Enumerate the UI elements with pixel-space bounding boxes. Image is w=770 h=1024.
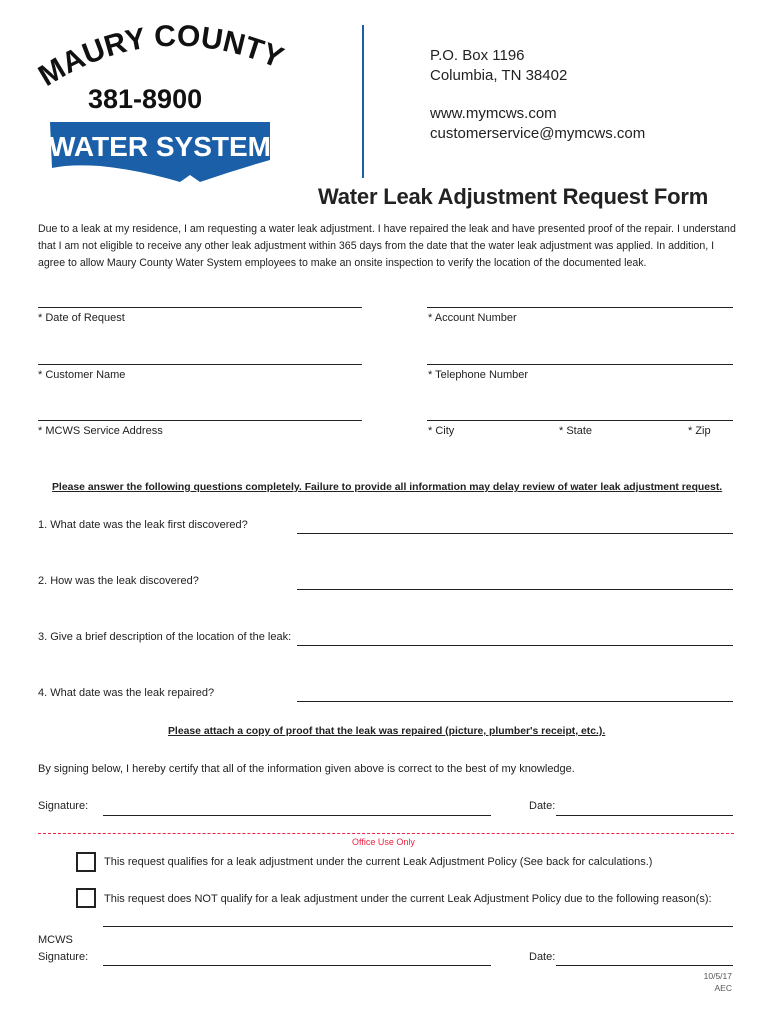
qualifies-text: This request qualifies for a leak adjustment under the current Leak Adjustment Policy (See back for calculations.)	[104, 856, 653, 868]
logo	[30, 20, 300, 190]
qualifies-checkbox[interactable]	[76, 852, 96, 872]
footer-initials: AEC	[714, 983, 732, 993]
question-1-answer-line[interactable]	[297, 533, 733, 534]
date-line[interactable]	[556, 815, 733, 816]
not-qualify-checkbox[interactable]	[76, 888, 96, 908]
form-title: Water Leak Adjustment Request Form	[318, 184, 709, 209]
po-box: P.O. Box 1196	[430, 47, 525, 64]
question-2: 2. How was the leak discovered?	[38, 575, 199, 587]
customer-name-line[interactable]	[38, 364, 362, 365]
date-of-request-line[interactable]	[38, 307, 362, 308]
signature-line[interactable]	[103, 815, 491, 816]
logo-system-text: WATER SYSTEM	[49, 131, 271, 162]
service-address-line[interactable]	[38, 420, 362, 421]
question-4: 4. What date was the leak repaired?	[38, 687, 215, 699]
mcws-date-line[interactable]	[556, 965, 733, 966]
reason-line[interactable]	[103, 926, 733, 927]
question-2-answer-line[interactable]	[297, 589, 733, 590]
date-label: Date:	[529, 800, 556, 812]
state-label: * State	[559, 425, 593, 437]
mcws-signature-line[interactable]	[103, 965, 491, 966]
question-3: 3. Give a brief description of the location of the leak:	[38, 631, 292, 643]
office-use-label: Office Use Only	[352, 837, 415, 847]
zip-label: * Zip	[688, 425, 711, 437]
office-use-divider	[38, 833, 734, 834]
logo-name-text: MAURY COUNTY	[32, 20, 288, 93]
question-4-answer-line[interactable]	[297, 701, 733, 702]
city-state-zip-line[interactable]	[427, 420, 733, 421]
intro-paragraph: Due to a leak at my residence, I am requesting a water leak adjustment. I have repaired the leak and have presented proof of the repair. I understand that I am not eligible to receive any other leak adjustment within 365 days from the date that the water leak adjustment was applied. In addition, I agree to allow Maury County Water System employees to make an onsite inspection to verify the location of the documented leak.	[38, 223, 736, 269]
date-of-request-label: * Date of Request	[38, 312, 125, 324]
question-3-answer-line[interactable]	[297, 645, 733, 646]
email-link[interactable]: customerservice@mymcws.com	[430, 125, 646, 142]
customer-name-label: * Customer Name	[38, 369, 126, 381]
water-system-logo	[30, 20, 300, 190]
account-number-line[interactable]	[427, 307, 733, 308]
service-address-label: * MCWS Service Address	[38, 425, 163, 437]
mcws-date-label: Date:	[529, 951, 556, 963]
logo-phone-text: 381-8900	[88, 84, 203, 114]
not-qualify-text: This request does NOT qualify for a leak adjustment under the current Leak Adjustment Policy due to the following reason(s):	[104, 893, 712, 905]
questions-note: Please answer the following questions completely. Failure to provide all information may delay review of water leak adjustment request.	[52, 482, 723, 493]
city-label: * City	[428, 425, 455, 437]
telephone-number-label: * Telephone Number	[428, 369, 529, 381]
footer-date: 10/5/17	[703, 971, 732, 981]
footer	[704, 970, 732, 994]
signature-label: Signature:	[38, 800, 89, 812]
city-state: Columbia, TN 38402	[430, 67, 568, 84]
account-number-label: * Account Number	[428, 312, 517, 324]
mcws-label: MCWS	[38, 934, 73, 946]
mcws-signature-label: Signature:	[38, 951, 89, 963]
contact-block	[430, 46, 645, 144]
website-link[interactable]: www.mymcws.com	[430, 105, 557, 122]
certify-statement: By signing below, I hereby certify that all of the information given above is correct to the best of my knowledge.	[38, 763, 575, 775]
header-divider	[362, 25, 364, 178]
question-1: 1. What date was the leak first discovered?	[38, 519, 248, 531]
attach-note: Please attach a copy of proof that the leak was repaired (picture, plumber's receipt, etc.).	[168, 726, 606, 737]
telephone-number-line[interactable]	[427, 364, 733, 365]
